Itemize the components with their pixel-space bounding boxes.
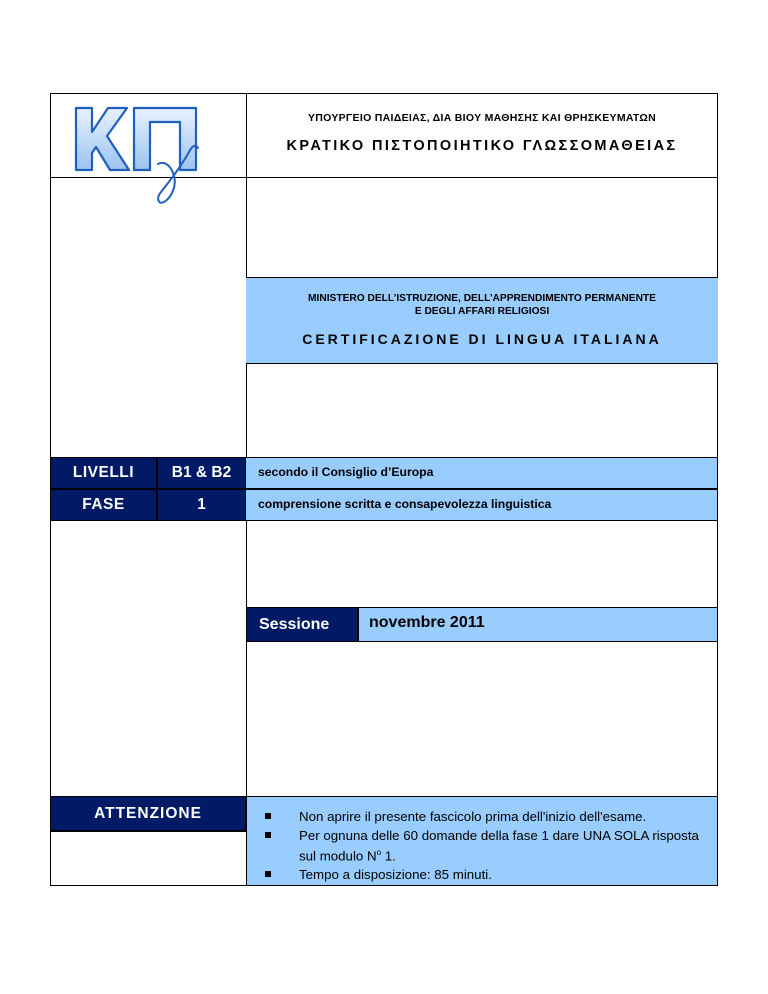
notes-list [265, 808, 710, 885]
session-label: Sessione [246, 607, 358, 642]
livelli-description: secondo il Consiglio d’Europa [258, 465, 434, 479]
fase-value: 1 [157, 489, 246, 521]
note-text: Tempo a disposizione: 85 minuti. [299, 867, 492, 883]
fase-label: FASE [50, 489, 157, 521]
livelli-value: B1 & B2 [157, 457, 246, 489]
note-item [265, 866, 710, 883]
greek-ministry-title: ΥΠΟΥΡΓΕΙΟ ΠΑΙΔΕΙΑΣ, ΔΙΑ ΒΙΟΥ ΜΑΘΗΣΗΣ ΚΑΙ ΘΡΗΣΚΕΥΜΑΤΩΝ [307, 112, 657, 124]
greek-certificate-title: ΚΡΑΤΙΚΟ ΠΙΣΤΟΠΟΙΗΤΙΚΟ ΓΛΩΣΣΟΜΑΘΕΙΑΣ [286, 138, 678, 154]
note-item [265, 827, 710, 864]
italian-ministry-line2: E DEGLI AFFARI RELIGIOSI [414, 306, 550, 317]
attention-notes [246, 796, 718, 886]
italian-ministry-line1: MINISTERO DELL’ISTRUZIONE, DELL’APPRENDIMENTO PERMANENTE [308, 293, 656, 304]
bullet-icon [265, 871, 271, 877]
divider [246, 521, 247, 796]
italian-header-box [246, 277, 718, 364]
attention-label: ATTENZIONE [50, 796, 246, 831]
divider [50, 831, 246, 832]
session-date: novembre 2011 [358, 607, 718, 642]
fase-description: comprensione scritta e consapevolezza linguistica [258, 497, 552, 511]
bullet-icon [265, 832, 271, 838]
livelli-label: LIVELLI [50, 457, 157, 489]
note-text: Non aprire il presente fascicolo prima dell'inizio dell'esame. [299, 809, 647, 824]
note-item [265, 808, 710, 825]
bullet-icon [265, 813, 271, 819]
note-text-tail: 1. [381, 848, 396, 864]
note-text: Per ognuna delle 60 domande della fase 1 dare UNA SOLA risposta sul modulo N [299, 828, 699, 864]
kpg-logo [68, 98, 218, 208]
italian-ministry-title [246, 292, 718, 318]
note-superscript: o [376, 848, 382, 857]
italian-certificate-title: CERTIFICAZIONE DI LINGUA ITALIANA [302, 331, 662, 347]
